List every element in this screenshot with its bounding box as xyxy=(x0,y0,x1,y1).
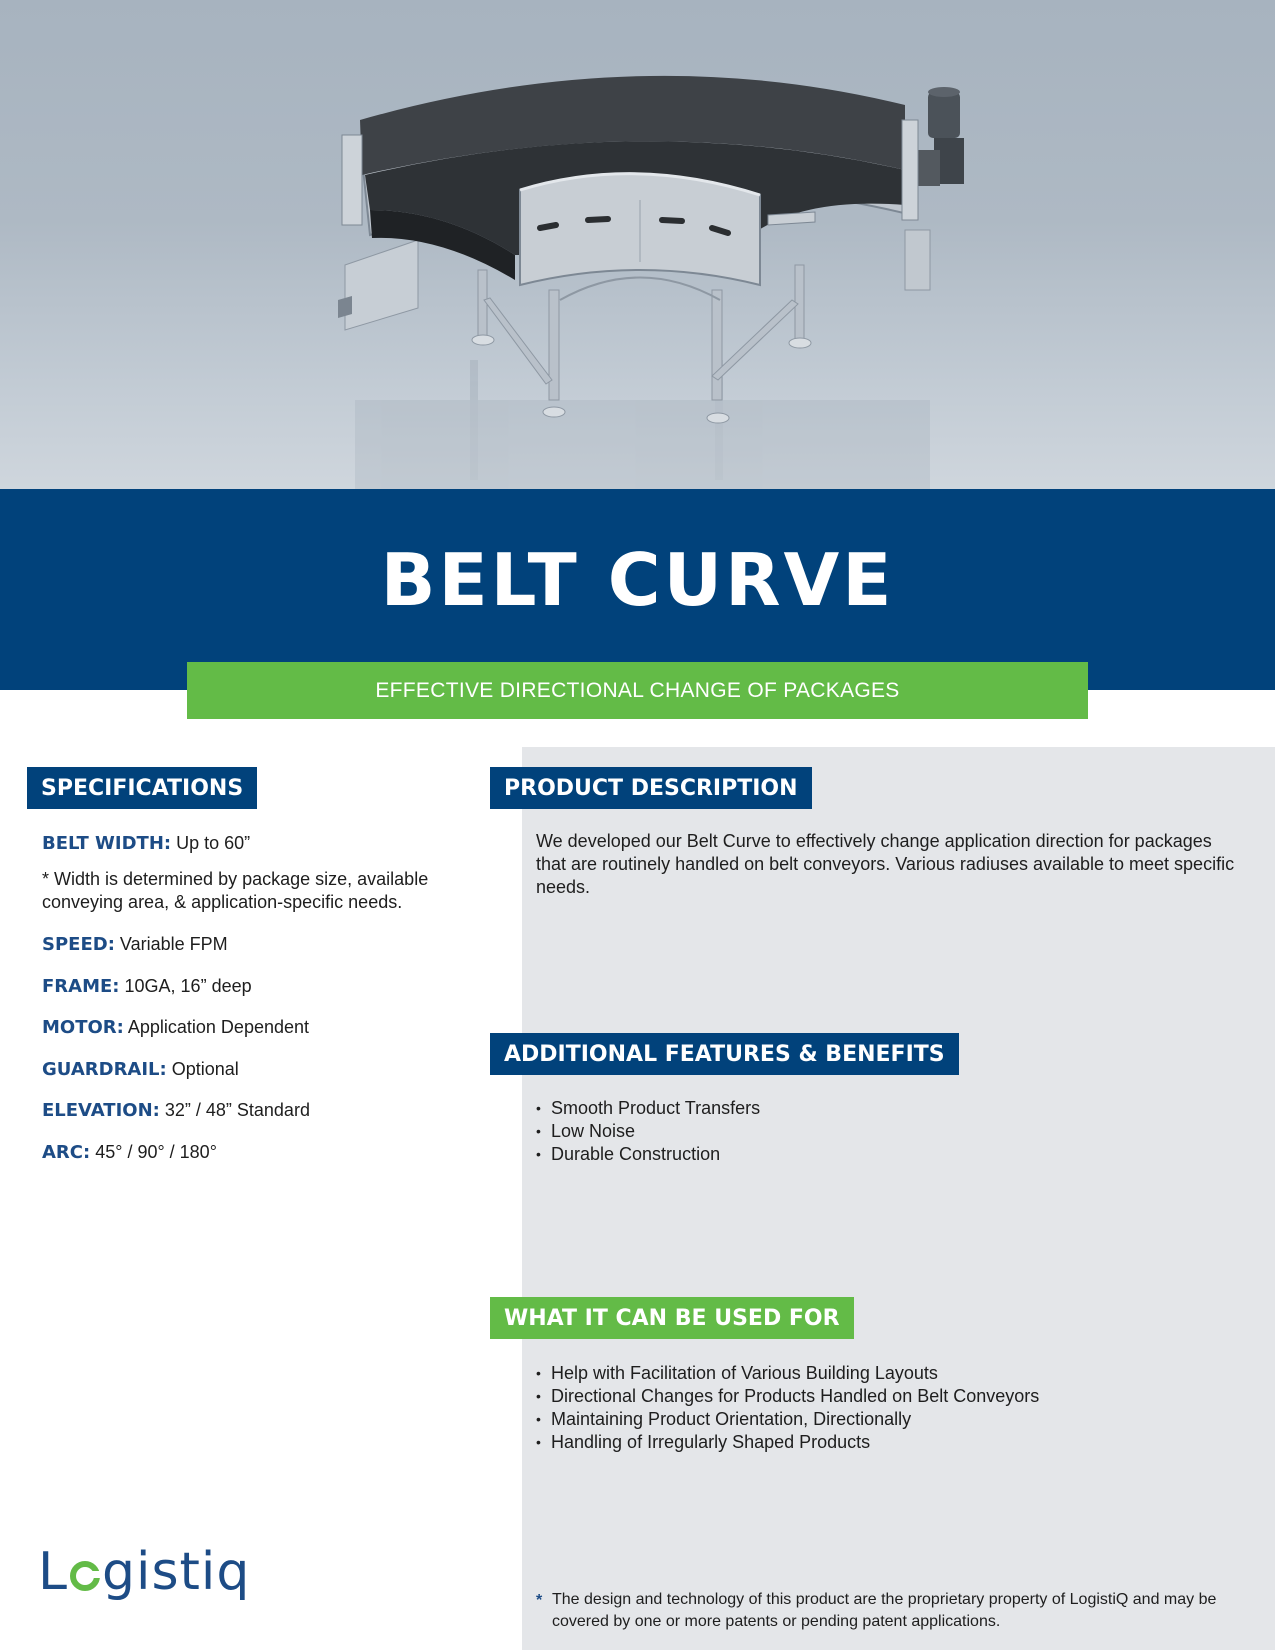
spec-label: BELT WIDTH: xyxy=(42,833,172,854)
spec-elevation xyxy=(42,1099,310,1122)
list-item: • Durable Construction xyxy=(536,1143,760,1166)
spec-label: GUARDRAIL: xyxy=(42,1059,167,1080)
spec-value: Optional xyxy=(171,1059,239,1079)
spec-label: ELEVATION: xyxy=(42,1100,160,1121)
spec-motor xyxy=(42,1016,309,1039)
spec-label: SPEED: xyxy=(42,934,115,955)
spec-belt-width xyxy=(42,832,250,855)
product-description-text: We developed our Belt Curve to effectively change application direction for packages that are routinely handled on belt conveyors. Various radiuses available to meet specific needs. xyxy=(536,831,1235,897)
uses-heading: WHAT IT CAN BE USED FOR xyxy=(490,1297,854,1339)
spec-frame xyxy=(42,975,252,998)
spec-label: ARC: xyxy=(42,1142,91,1163)
page-title: BELT CURVE xyxy=(380,538,895,622)
specifications-heading: SPECIFICATIONS xyxy=(27,767,257,809)
list-item: • Smooth Product Transfers xyxy=(536,1097,760,1120)
features-list xyxy=(536,1097,760,1166)
logo-text-start: L xyxy=(38,1542,68,1602)
list-item: • Maintaining Product Orientation, Directionally xyxy=(536,1408,1039,1431)
spec-value: 32” / 48” Standard xyxy=(164,1100,310,1120)
spec-value: Application Dependent xyxy=(127,1017,310,1037)
spec-arc xyxy=(42,1141,217,1164)
list-item: • Directional Changes for Products Handled on Belt Conveyors xyxy=(536,1385,1039,1408)
hero-image xyxy=(0,0,1275,490)
product-description-heading: PRODUCT DESCRIPTION xyxy=(490,767,812,809)
spec-speed xyxy=(42,933,228,956)
spec-label: FRAME: xyxy=(42,976,120,997)
list-item: • Help with Facilitation of Various Building Layouts xyxy=(536,1362,1039,1385)
logo-text-end: gistiq xyxy=(101,1542,251,1602)
uses-list xyxy=(536,1362,1039,1454)
spec-value: 45° / 90° / 180° xyxy=(95,1142,217,1162)
spec-value: Variable FPM xyxy=(119,934,228,954)
logo-o-icon xyxy=(70,1561,100,1591)
logistiq-logo xyxy=(38,1542,250,1602)
spec-label: MOTOR: xyxy=(42,1017,124,1038)
spec-value: 10GA, 16” deep xyxy=(124,976,252,996)
asterisk-icon: * xyxy=(536,1592,543,1609)
features-heading: ADDITIONAL FEATURES & BENEFITS xyxy=(490,1033,959,1075)
spec-guardrail xyxy=(42,1058,239,1081)
spec-value: Up to 60” xyxy=(176,833,251,853)
spec-width-note: * Width is determined by package size, available conveying area, & application-specific needs. xyxy=(42,869,429,912)
footnote-text: The design and technology of this product are the proprietary property of LogistiQ and may be covered by one or more patents or pending patent applications. xyxy=(552,1591,1217,1630)
list-item: • Low Noise xyxy=(536,1120,760,1143)
subtitle-bar: EFFECTIVE DIRECTIONAL CHANGE OF PACKAGES xyxy=(187,662,1088,719)
footnote xyxy=(536,1589,1236,1633)
list-item: • Handling of Irregularly Shaped Products xyxy=(536,1431,1039,1454)
belt-curve-illustration xyxy=(0,0,1275,490)
